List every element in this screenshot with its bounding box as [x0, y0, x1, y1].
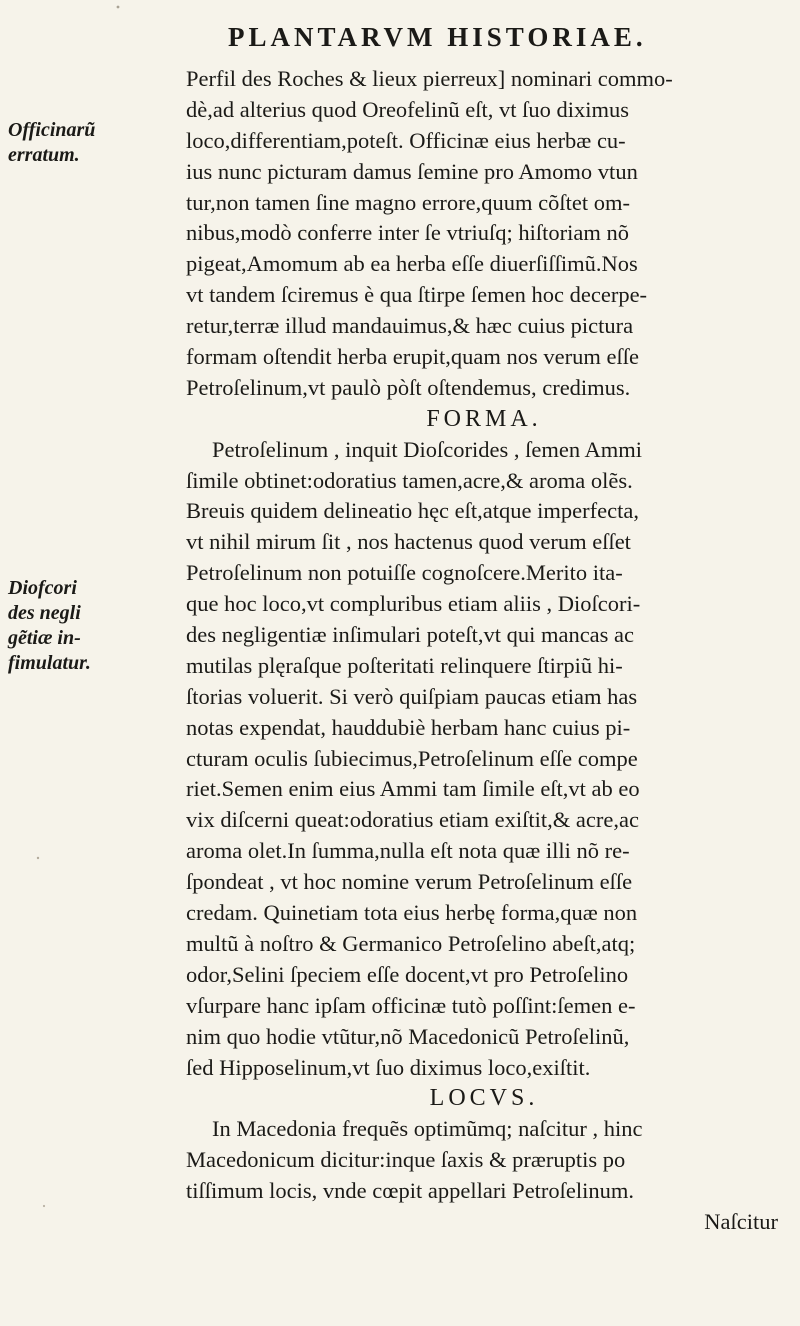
text-line: vix diſcerni queat:odoratius etiam exiſtit,& acre,ac [186, 807, 639, 833]
text-line: ius nunc picturam damus ſemine pro Amomo vtun [186, 158, 638, 184]
text-line: ſtorias voluerit. Si verò quiſpiam paucas etiam has [186, 683, 638, 709]
margin-note-officinarum-erratum [8, 118, 95, 168]
text-line: In Macedonia frequẽs optimũmq; naſcitur , hinc [212, 1116, 643, 1142]
text-line: cturam oculis ſubiecimus,Petroſelinum eſſe compe [186, 745, 638, 771]
text-line: notas expendat, hauddubiè herbam hanc cuius pi- [186, 714, 631, 740]
text-line: mutilas plęraſque poſteritati relinquere ſtirpiũ hi- [186, 652, 623, 678]
text-line: Petroſelinum non potuiſſe cognoſcere.Merito ita- [186, 560, 623, 586]
text-line: riet.Semen enim eius Ammi tam ſimile eſt,vt ab eo [186, 776, 640, 802]
paper-speck [117, 6, 120, 9]
text-line: ſed Hipposelinum,vt ſuo diximus loco,exiſtit. [186, 1054, 591, 1080]
text-line: credam. Quinetiam tota eius herbę forma,quæ non [186, 900, 638, 926]
text-line: Macedonicum dicitur:inque ſaxis & præruptis po [186, 1147, 626, 1173]
running-head: PLANTARVM HISTORIAE. [228, 22, 647, 52]
text-line: nibus,modò conferre inter ſe vtriuſq; hiſtoriam nõ [186, 220, 630, 246]
margin-note-line: fimulatur. [8, 652, 91, 674]
text-line: Petroſelinum,vt paulò pòſt oſtendemus, credimus. [186, 374, 631, 400]
text-line: des negligentiæ inſimulari poteſt,vt qui mancas ac [186, 622, 635, 648]
text-line: nim quo hodie vtũtur,nõ Macedonicũ Petroſelinũ, [186, 1023, 630, 1049]
catchword: Naſcitur [704, 1208, 778, 1234]
text-line: loco,differentiam,poteſt. Officinæ eius herbæ cu- [186, 127, 626, 153]
text-line: ſpondeat , vt hoc nomine verum Petroſelinum eſſe [186, 869, 633, 895]
body-text [186, 64, 782, 1238]
text-line: aroma olet.In ſumma,nulla eſt nota quæ illi nõ re- [186, 838, 630, 864]
margin-note-line: gẽtiæ in- [8, 627, 81, 649]
text-line: dè,ad alterius quod Oreofelinũ eſt, vt ſuo diximus [186, 96, 630, 122]
text-line: que hoc loco,vt compluribus etiam aliis , Dioſcori- [186, 591, 641, 617]
paper-speck [37, 857, 39, 859]
text-line: retur,terræ illud mandauimus,& hæc cuius pictura [186, 313, 634, 339]
section-heading-locus: LOCVS. [429, 1085, 539, 1112]
margin-note-line: erratum. [8, 144, 80, 166]
text-line: Perfil des Roches & lieux pierreux] nominari commo- [186, 66, 673, 91]
text-line: ſimile obtinet:odoratius tamen,acre,& aroma olẽs. [186, 467, 633, 493]
text-line: formam oſtendit herba erupit,quam nos verum eſſe [186, 344, 639, 370]
margin-note-line: Diofcori [8, 577, 77, 599]
section-heading-forma: FORMA. [426, 405, 542, 432]
text-line: pigeat,Amomum ab ea herba eſſe diuerſiſſimũ.Nos [186, 251, 638, 277]
text-line: Breuis quidem delineatio hęc eſt,atque imperfecta, [186, 498, 639, 524]
text-line: odor,Selini ſpeciem eſſe docent,vt pro Petroſelino [186, 961, 629, 987]
margin-note-line: Officinarũ [8, 119, 96, 141]
text-line: vſurpare hanc ipſam officinæ tutò poſſint:ſemen e- [186, 992, 636, 1018]
text-line: multũ à noſtro & Germanico Petroſelino abeſt,atq; [186, 930, 636, 956]
text-line: tur,non tamen ſine magno errore,quum cõſtet om- [186, 189, 630, 215]
paper-speck [43, 1205, 45, 1207]
margin-note-line: des negli [8, 602, 81, 624]
text-line: Petroſelinum , inquit Dioſcorides , ſemen Ammi [212, 436, 642, 462]
text-line: vt nihil mirum ſit , nos hactenus quod verum eſſet [186, 529, 631, 555]
text-line: tiſſimum locis, vnde cœpit appellari Petroſelinum. [186, 1178, 635, 1204]
text-line: vt tandem ſciremus è qua ſtirpe ſemen hoc decerpe- [186, 282, 648, 308]
margin-note-dioscorides-negligence [8, 576, 91, 676]
